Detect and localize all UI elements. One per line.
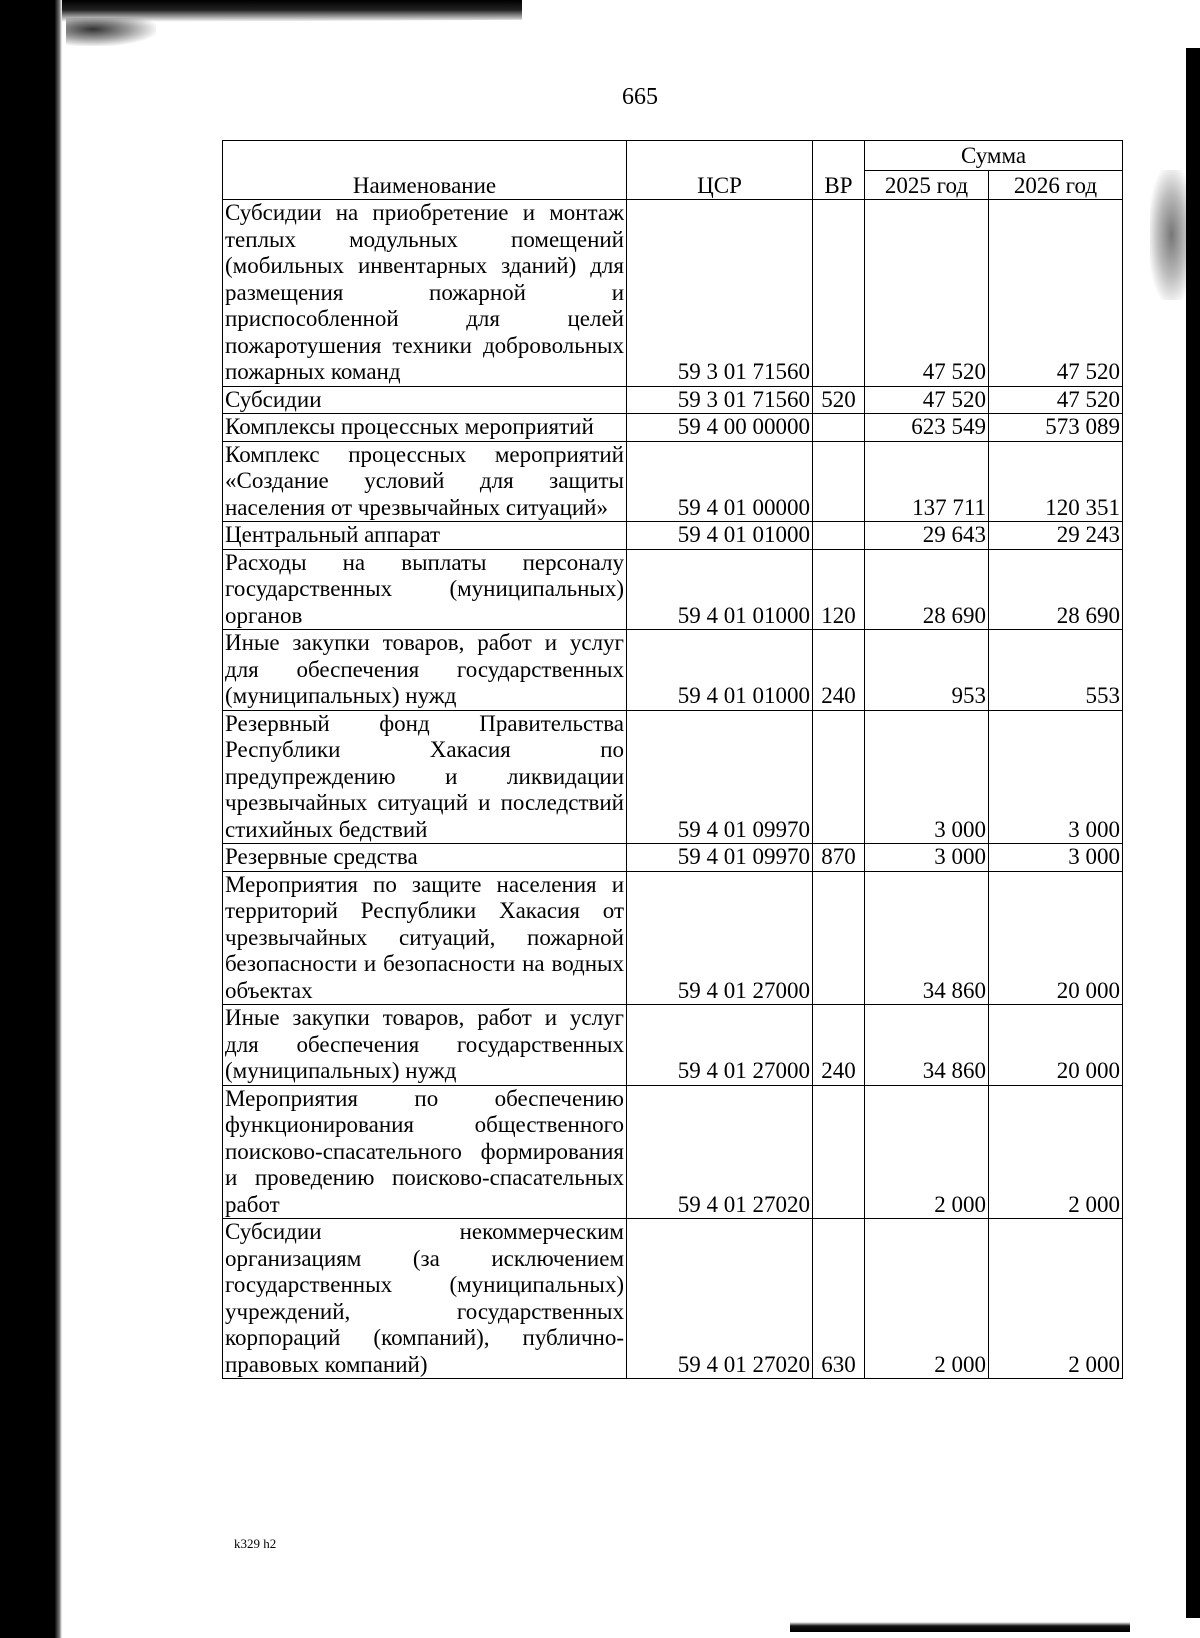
row-name: Иные закупки товаров, работ и услуг для обеспечения государственных (муниципальных) нужд [223,630,627,711]
row-2025: 29 643 [865,522,989,550]
row-2025: 2 000 [865,1085,989,1219]
row-2025: 953 [865,630,989,711]
row-vr: 240 [813,1005,865,1086]
table-row [223,549,1123,630]
table-row [223,441,1123,522]
row-vr [813,441,865,522]
row-2025: 28 690 [865,549,989,630]
row-name: Комплекс процессных мероприятий «Создание условий для защиты населения от чрезвычайных ситуаций» [223,441,627,522]
header-name: Наименование [223,141,627,200]
row-name: Мероприятия по обеспечению функционирования общественного поисково-спасательного формирования и проведению поисково-спасательных работ [223,1085,627,1219]
row-csr: 59 4 00 00000 [627,414,813,442]
row-csr: 59 4 01 09970 [627,710,813,844]
scan-speck-top [66,18,156,46]
row-2026: 3 000 [989,710,1123,844]
row-vr: 120 [813,549,865,630]
row-csr: 59 3 01 71560 [627,200,813,387]
row-2025: 3 000 [865,710,989,844]
row-csr: 59 4 01 27000 [627,1005,813,1086]
table-row [223,522,1123,550]
table-row [223,1005,1123,1086]
row-2026: 29 243 [989,522,1123,550]
row-2026: 20 000 [989,871,1123,1005]
row-2026: 47 520 [989,386,1123,414]
table-row [223,200,1123,387]
row-2025: 34 860 [865,871,989,1005]
table-row [223,414,1123,442]
row-vr [813,710,865,844]
row-2026: 553 [989,630,1123,711]
row-2025: 137 711 [865,441,989,522]
row-name: Центральный аппарат [223,522,627,550]
row-vr [813,414,865,442]
header-sum: Сумма [865,141,1123,171]
row-csr: 59 4 01 01000 [627,522,813,550]
table-row [223,844,1123,872]
header-csr: ЦСР [627,141,813,200]
header-year-2026: 2026 год [989,170,1123,200]
row-2026: 28 690 [989,549,1123,630]
scan-border-left [0,0,62,1638]
row-vr: 870 [813,844,865,872]
row-csr: 59 4 01 27020 [627,1219,813,1379]
row-vr [813,1085,865,1219]
row-2025: 47 520 [865,386,989,414]
table-row [223,871,1123,1005]
row-2026: 2 000 [989,1219,1123,1379]
row-csr: 59 3 01 71560 [627,386,813,414]
table-row [223,710,1123,844]
row-vr [813,200,865,387]
row-csr: 59 4 01 09970 [627,844,813,872]
scan-speck-right [1150,170,1186,300]
row-2025: 47 520 [865,200,989,387]
row-name: Комплексы процессных мероприятий [223,414,627,442]
row-name: Резервный фонд Правительства Республики Хакасия по предупреждению и ликвидации чрезвычайных ситуаций и последствий стихийных бедствий [223,710,627,844]
row-vr: 240 [813,630,865,711]
row-name: Субсидии некоммерческим организациям (за исключением государственных (муниципальных) учреждений, государственных корпораций (компаний), публично-правовых компаний) [223,1219,627,1379]
table-row [223,1219,1123,1379]
table-body [223,200,1123,1379]
header-year-2025: 2025 год [865,170,989,200]
row-csr: 59 4 01 01000 [627,549,813,630]
header-vr: ВР [813,141,865,200]
row-vr [813,871,865,1005]
table-header [223,141,1123,200]
row-2026: 47 520 [989,200,1123,387]
row-2025: 34 860 [865,1005,989,1086]
page-number: 665 [622,84,658,110]
row-2026: 2 000 [989,1085,1123,1219]
row-2025: 2 000 [865,1219,989,1379]
row-vr [813,522,865,550]
row-vr: 630 [813,1219,865,1379]
table-row [223,1085,1123,1219]
table-row [223,630,1123,711]
scan-border-right [1186,48,1200,1618]
row-2026: 20 000 [989,1005,1123,1086]
row-name: Мероприятия по защите населения и территорий Республики Хакасия от чрезвычайных ситуаций, пожарной безопасности и безопасности на водных объектах [223,871,627,1005]
row-vr: 520 [813,386,865,414]
budget-table [222,140,1123,1379]
row-2026: 3 000 [989,844,1123,872]
scan-line-bottom [790,1622,1130,1632]
row-csr: 59 4 01 27000 [627,871,813,1005]
row-csr: 59 4 01 01000 [627,630,813,711]
row-name: Субсидии [223,386,627,414]
row-name: Иные закупки товаров, работ и услуг для обеспечения государственных (муниципальных) нужд [223,1005,627,1086]
row-2025: 623 549 [865,414,989,442]
row-name: Расходы на выплаты персоналу государственных (муниципальных) органов [223,549,627,630]
row-csr: 59 4 01 27020 [627,1085,813,1219]
footer-code: k329 h2 [234,1536,277,1551]
table-row [223,386,1123,414]
row-csr: 59 4 01 00000 [627,441,813,522]
row-name: Субсидии на приобретение и монтаж теплых модульных помещений (мобильных инвентарных зданий) для размещения пожарной и приспособленной для целей пожаротушения техники добровольных пожарных команд [223,200,627,387]
row-name: Резервные средства [223,844,627,872]
row-2026: 573 089 [989,414,1123,442]
row-2026: 120 351 [989,441,1123,522]
row-2025: 3 000 [865,844,989,872]
